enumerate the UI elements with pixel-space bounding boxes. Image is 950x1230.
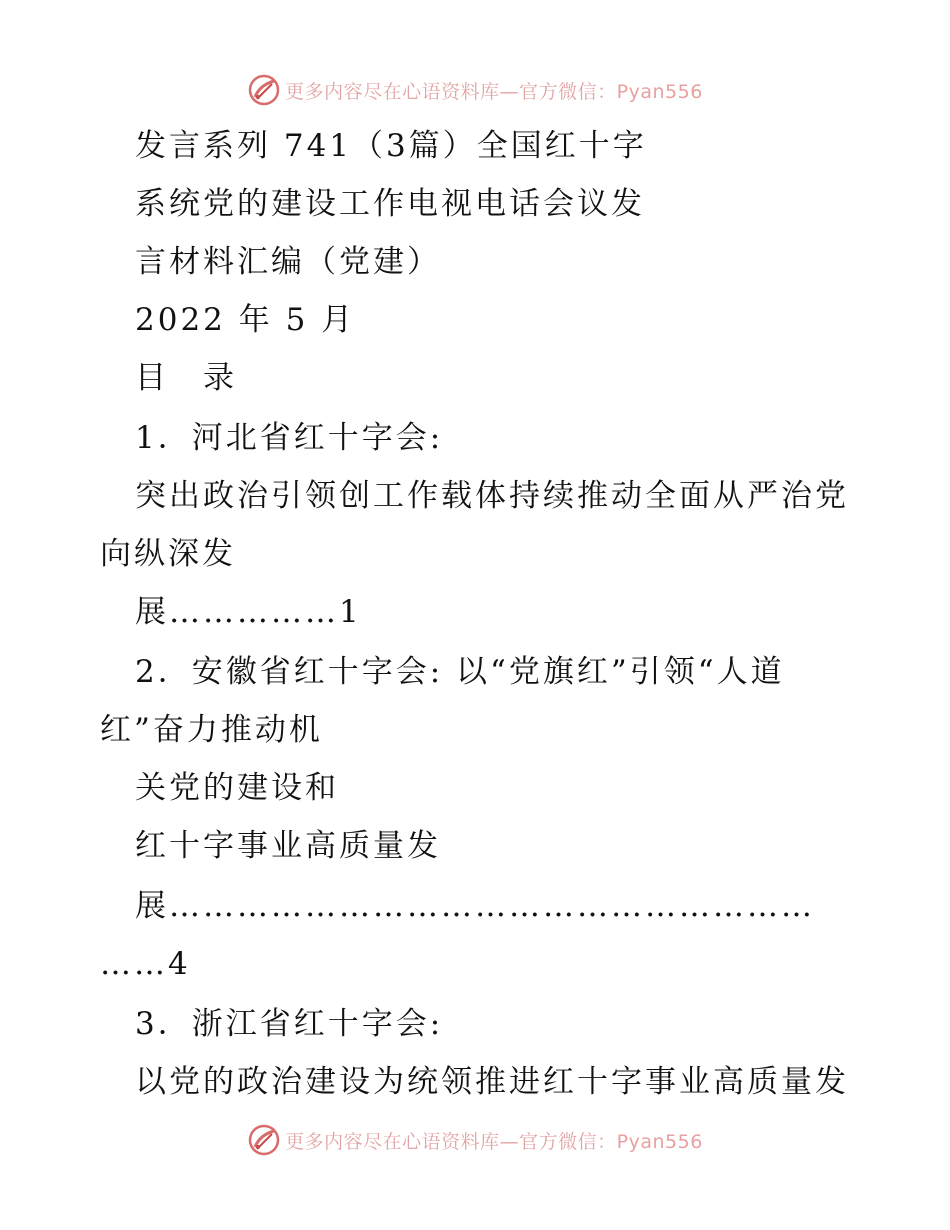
watermark-text: 更多内容尽在心语资料库—官方微信：Pyan556 <box>285 1130 703 1153</box>
doc-title-line-2: 系统党的建设工作电视电话会议发 <box>135 186 645 222</box>
toc-item-2-dots-line: 展………………………………………………… <box>135 888 815 924</box>
doc-title-line-3: 言材料汇编（党建） <box>135 244 441 280</box>
toc-item-2-page-line: ……4 <box>100 946 191 982</box>
toc-item-3-heading: 3．浙江省红十字会: <box>135 1006 444 1042</box>
toc-heading: 目 录 <box>135 360 237 396</box>
watermark-banner-top <box>0 70 950 110</box>
toc-item-2-line: 红”奋力推动机 <box>100 712 323 748</box>
watermark-handle: Pyan556 <box>616 80 703 103</box>
red-pen-logo-icon <box>247 1123 281 1157</box>
red-pen-logo-icon <box>247 73 281 107</box>
toc-item-2-heading: 2．安徽省红十字会: 以“党旗红”引领“人道 <box>135 654 785 690</box>
toc-item-1-heading: 1．河北省红十字会: <box>135 420 444 456</box>
toc-item-1-line: 突出政治引领创工作载体持续推动全面从严治党 <box>135 478 849 514</box>
toc-item-1-page-line: 展……………1 <box>135 594 362 630</box>
doc-title-line-1: 发言系列 741（3篇）全国红十字 <box>135 128 647 164</box>
watermark-text: 更多内容尽在心语资料库—官方微信：Pyan556 <box>285 80 703 103</box>
toc-item-2-line: 红十字事业高质量发 <box>135 828 441 864</box>
toc-item-2-line: 关党的建设和 <box>135 770 339 806</box>
doc-date: 2022 年 5 月 <box>135 302 356 338</box>
watermark-banner-bottom <box>0 1120 950 1160</box>
toc-item-1-line: 向纵深发 <box>100 536 236 572</box>
toc-item-3-line: 以党的政治建设为统领推进红十字事业高质量发 <box>135 1064 849 1100</box>
watermark-handle: Pyan556 <box>616 1130 703 1153</box>
